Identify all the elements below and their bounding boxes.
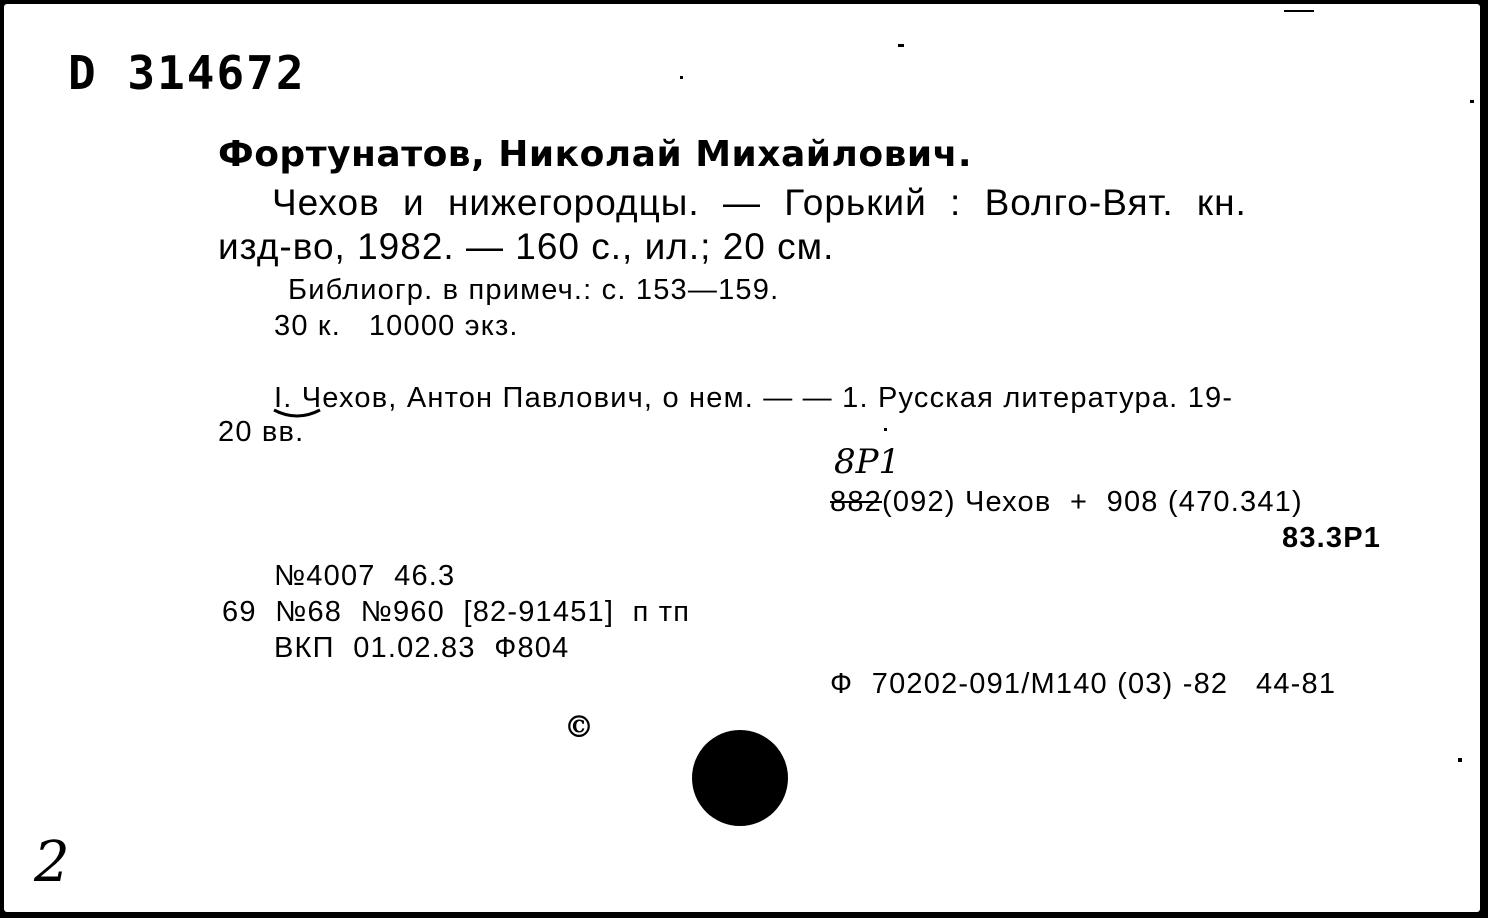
speck [898, 44, 904, 47]
udc-class-rest: (092) Чехов + 908 (470.341) [882, 486, 1303, 518]
price-and-run: 30 к. 10000 экз. [274, 310, 519, 342]
catalog-card [4, 4, 1480, 912]
underline-brace [272, 408, 322, 422]
speck [884, 428, 887, 431]
speck [1470, 100, 1474, 103]
speck [1458, 758, 1462, 762]
title-line-1: Чехов и нижегородцы. — Горький : Волго-Вят. кн. [272, 182, 1247, 223]
bibliography-note: Библиогр. в примеч.: с. 153—159. [288, 274, 780, 306]
subjects-line-2: 20 вв. [218, 416, 305, 448]
punch-hole [692, 730, 788, 826]
subjects-line-1: I. Чехов, Антон Павлович, о нем. — — 1. Русская литература. 19- [274, 382, 1234, 414]
handwritten-page-mark: 2 [34, 830, 70, 895]
author-heading: Фортунатов, Николай Михайлович. [218, 134, 973, 175]
speck [1284, 10, 1314, 12]
order-line-3: ВКП 01.02.83 Ф804 [274, 632, 570, 664]
udc-classification [830, 486, 1303, 519]
order-line-2: 69 №68 №960 [82-91451] п тп [222, 596, 691, 628]
inventory-number: D 314672 [68, 46, 306, 100]
publisher-code: Ф 70202-091/М140 (03) -82 44-81 [830, 668, 1337, 700]
bbk-classification: 83.3Р1 [1282, 522, 1382, 554]
title-line-2: изд-во, 1982. — 160 с., ил.; 20 см. [218, 226, 835, 267]
handwritten-class-number: 8Р1 [834, 442, 901, 482]
copyright-mark: © [564, 710, 594, 745]
struck-class: 882 [830, 486, 882, 518]
order-line-1: №4007 46.3 [274, 560, 456, 592]
speck [680, 76, 683, 79]
